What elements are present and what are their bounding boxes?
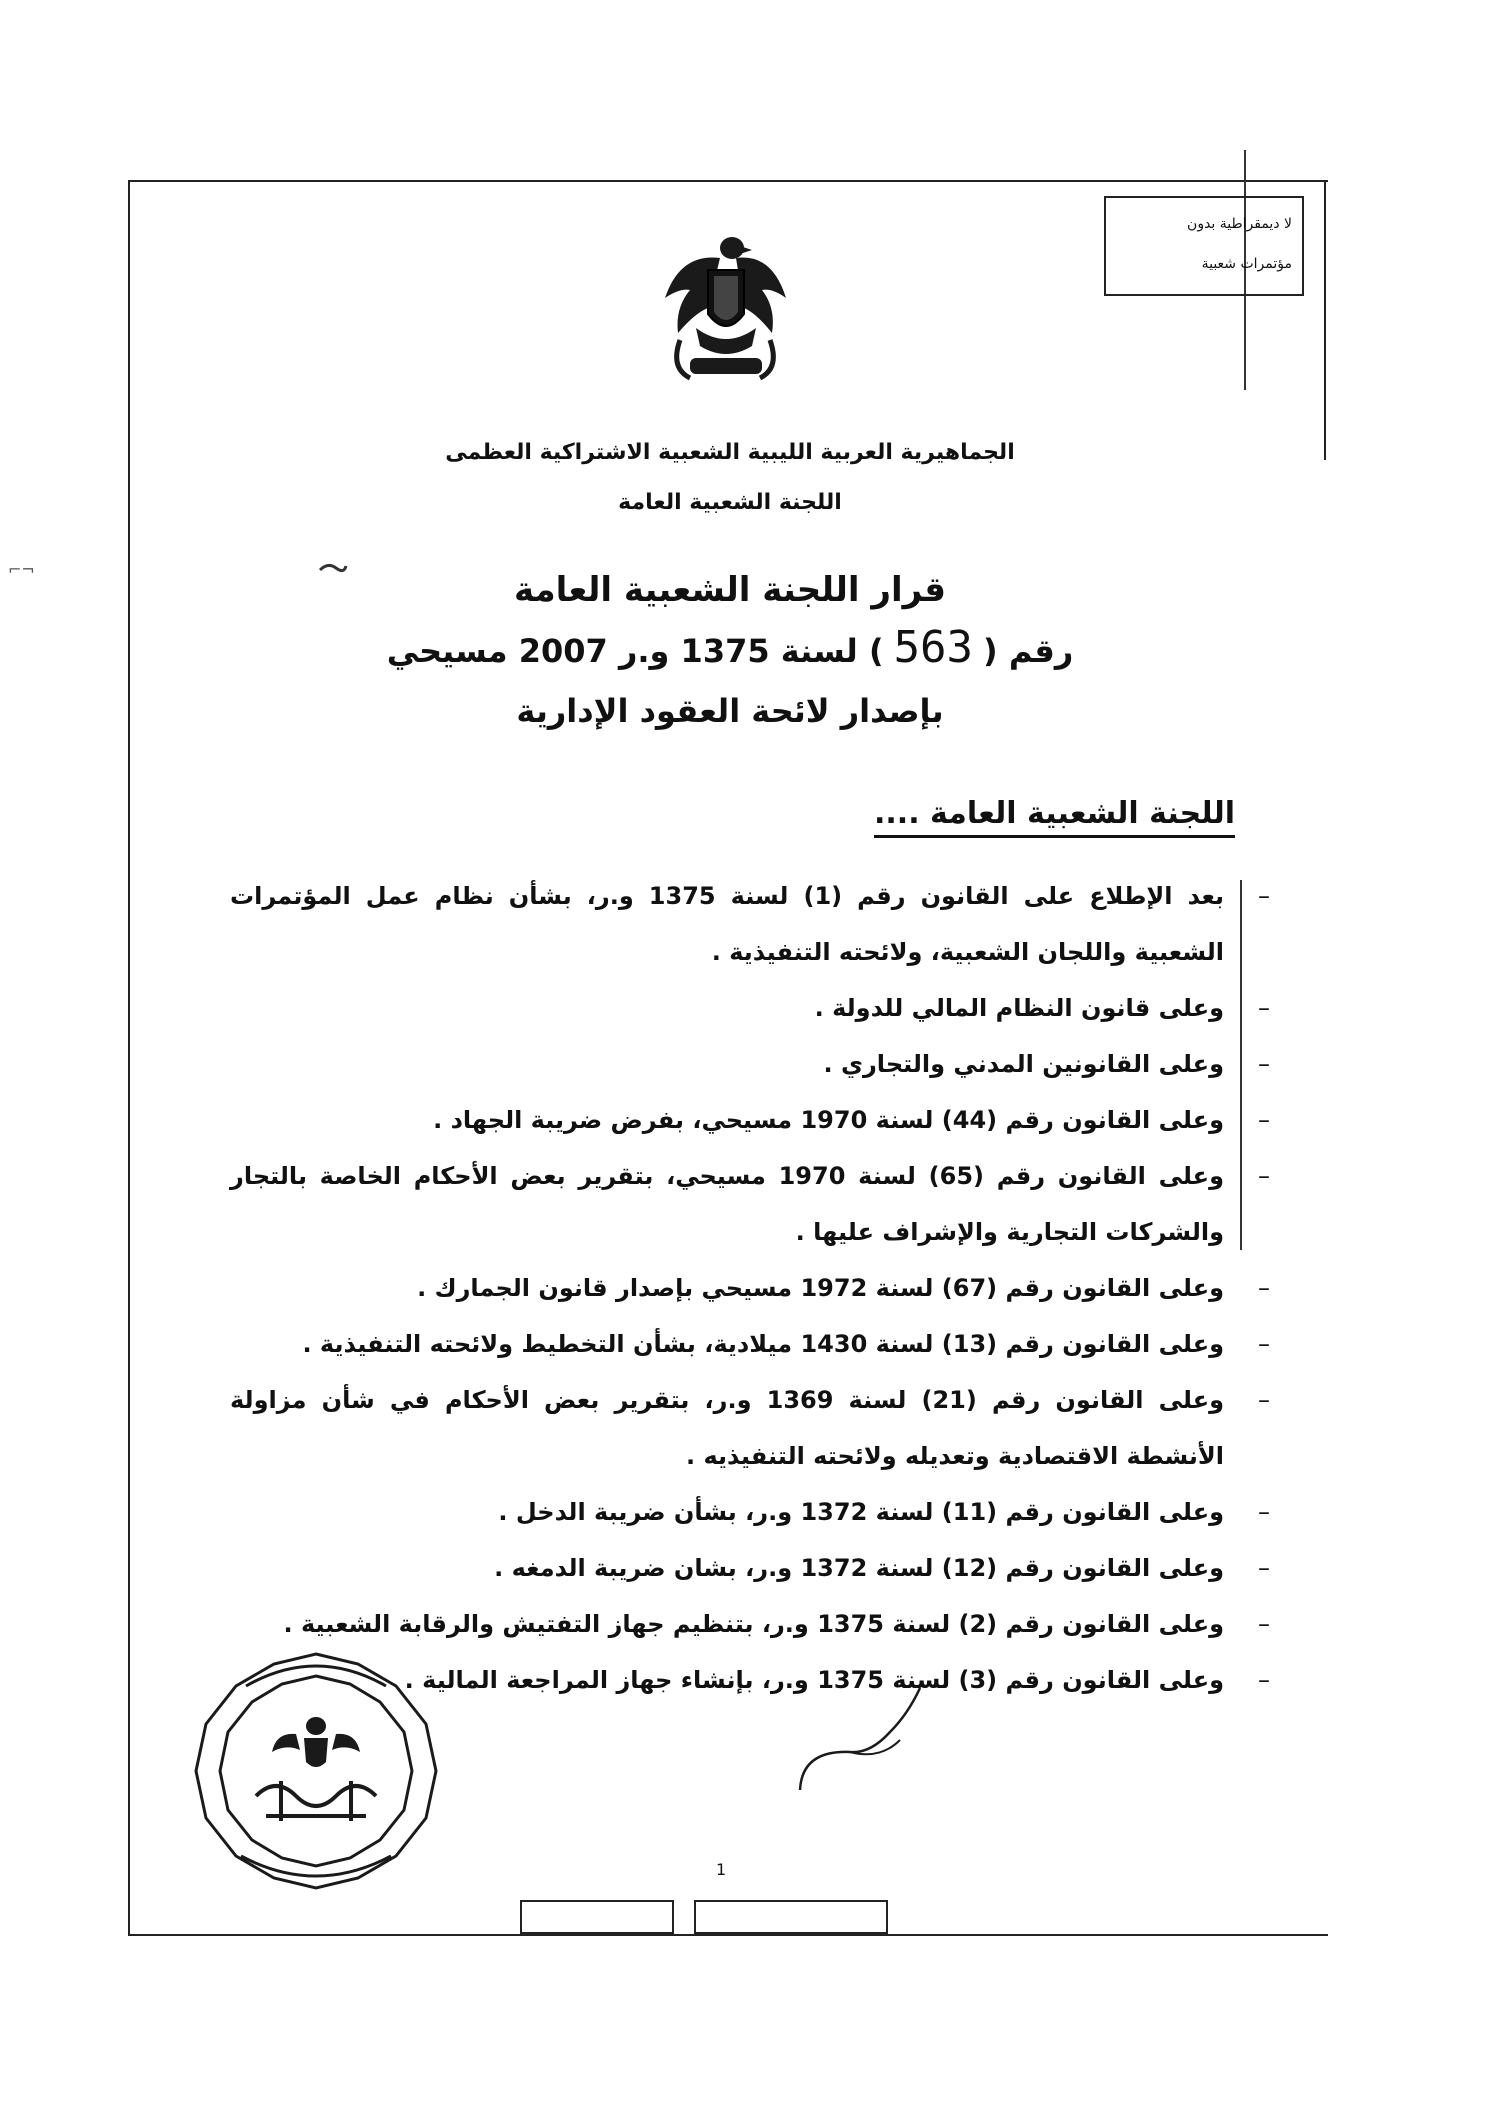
list-dash: –: [1258, 1162, 1270, 1190]
list-item-text: وعلى القانون رقم (2) لسنة 1375 و.ر، بتنظيم جهاز التفتيش والرقابة الشعبية .: [283, 1610, 1224, 1638]
list-dash: –: [1258, 1274, 1270, 1302]
list-item: [230, 1092, 1270, 1148]
signature-mark: [790, 1680, 950, 1800]
list-item: [230, 1484, 1270, 1540]
list-dash: –: [1258, 1666, 1270, 1694]
footer-box-left: [520, 1900, 674, 1934]
section-heading: اللجنة الشعبية العامة ....: [874, 796, 1235, 838]
list-item: [230, 1036, 1270, 1092]
list-dash: –: [1258, 1554, 1270, 1582]
list-item-text: وعلى القانونين المدني والتجاري .: [823, 1050, 1224, 1078]
list-item-text: وعلى القانون رقم (67) لسنة 1972 مسيحي بإصدار قانون الجمارك .: [417, 1274, 1224, 1302]
motto-box: [1104, 196, 1304, 296]
list-item-text: بعد الإطلاع على القانون رقم (1) لسنة 1375 و.ر، بشأن نظام عمل المؤتمرات الشعبية واللجان الشعبية، ولائحته التنفيذية .: [230, 882, 1224, 966]
motto-line-2: مؤتمرات شعبية: [1201, 256, 1292, 272]
state-emblem-icon: [660, 228, 790, 398]
issuing-body: اللجنة الشعبية العامة: [618, 490, 842, 515]
decision-title: قرار اللجنة الشعبية العامة: [513, 570, 947, 610]
list-dash: –: [1258, 882, 1270, 910]
list-item-text: وعلى القانون رقم (44) لسنة 1970 مسيحي، بفرض ضريبة الجهاد .: [433, 1106, 1224, 1134]
margin-rule: [1240, 880, 1242, 1250]
list-item-text: وعلى القانون رقم (13) لسنة 1430 ميلادية، بشأن التخطيط ولائحته التنفيذية .: [302, 1330, 1224, 1358]
list-dash: –: [1258, 1050, 1270, 1078]
list-item-text: وعلى القانون رقم (21) لسنة 1369 و.ر، بتقرير بعض الأحكام في شأن مزاولة الأنشطة الاقتصادية وتعديله ولائحته التنفيذيه .: [230, 1386, 1225, 1470]
list-dash: –: [1258, 1386, 1270, 1414]
list-dash: –: [1258, 1498, 1270, 1526]
decision-number: 563: [893, 622, 974, 673]
list-item-text: وعلى القانون رقم (3) لسنة 1375 و.ر، بإنشاء جهاز المراجعة المالية .: [404, 1666, 1224, 1694]
list-dash: –: [1258, 994, 1270, 1022]
list-dash: –: [1258, 1330, 1270, 1358]
list-item-text: وعلى القانون رقم (12) لسنة 1372 و.ر، بشان ضريبة الدمغه .: [494, 1554, 1224, 1582]
country-name: الجماهيرية العربية الليبية الشعبية الاشتراكية العظمى: [445, 440, 1015, 465]
official-seal-stamp-icon: [186, 1646, 446, 1896]
list-item: [230, 1596, 1270, 1652]
page-number: 1: [716, 1860, 727, 1879]
list-item: [230, 1372, 1270, 1484]
decision-number-prefix: رقم (: [983, 632, 1074, 670]
list-item-text: وعلى القانون رقم (11) لسنة 1372 و.ر، بشأن ضريبة الدخل .: [498, 1498, 1224, 1526]
preamble-list: [230, 868, 1270, 1708]
list-dash: –: [1258, 1106, 1270, 1134]
list-item-text: وعلى قانون النظام المالي للدولة .: [814, 994, 1224, 1022]
scan-mark: ⌐¬: [8, 560, 35, 579]
decision-number-suffix: ) لسنة 1375 و.ر 2007 مسيحي: [386, 632, 884, 670]
frame-right-edge: [1324, 180, 1326, 460]
list-item: [230, 1260, 1270, 1316]
list-item: [230, 980, 1270, 1036]
list-item-text: وعلى القانون رقم (65) لسنة 1970 مسيحي، بتقرير بعض الأحكام الخاصة بالتجار والشركات التجارية والإشراف عليها .: [230, 1162, 1224, 1246]
list-dash: –: [1258, 1610, 1270, 1638]
motto-line-1: لا ديمقراطية بدون: [1187, 216, 1292, 232]
list-item: [230, 1148, 1270, 1260]
decision-subject: بإصدار لائحة العقود الإدارية: [516, 692, 944, 730]
list-item: [230, 868, 1270, 980]
footer-box-right: [694, 1900, 888, 1934]
list-item: [230, 1316, 1270, 1372]
decision-number-line: [330, 622, 1130, 673]
list-item: [230, 1540, 1270, 1596]
